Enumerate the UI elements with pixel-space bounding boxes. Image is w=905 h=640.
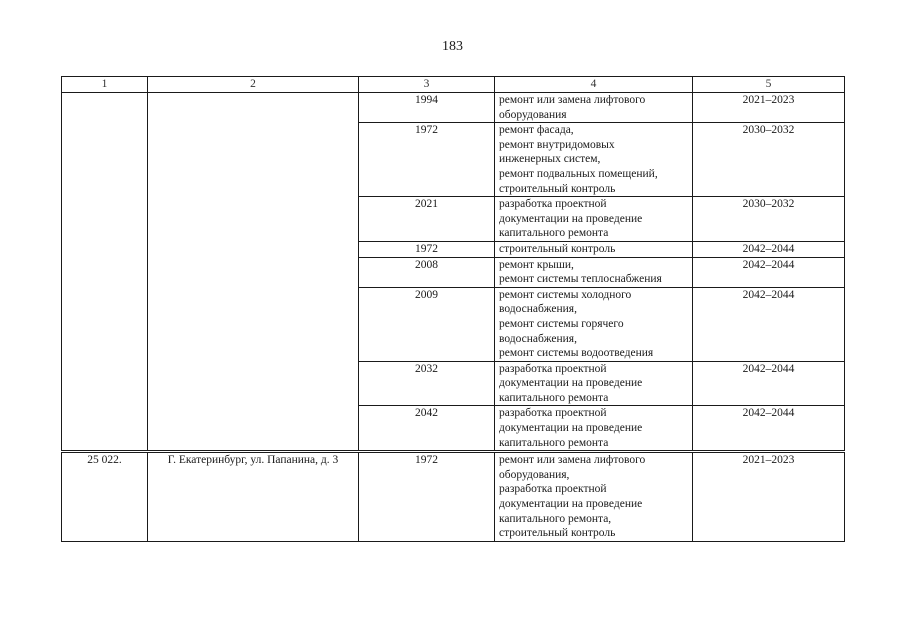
work-line: оборудования (499, 108, 567, 121)
work-line: ремонт подвальных помещений, (499, 167, 658, 180)
work-line: ремонт или замена лифтового (499, 94, 646, 106)
header-cell-4: 4 (495, 77, 693, 93)
work-line: документации на проведение (499, 498, 643, 511)
work-line: инженерных систем, (499, 153, 601, 166)
year-cell: 1994 (359, 93, 495, 123)
year-cell: 2021 (359, 197, 495, 242)
header-cell-5: 5 (693, 77, 845, 93)
work-line: капитального ремонта (499, 391, 609, 404)
work-line: ремонт системы холодного (499, 288, 632, 301)
period-cell: 2042–2044 (693, 287, 845, 361)
address-cell (148, 93, 359, 452)
period-cell: 2030–2032 (693, 197, 845, 242)
year-cell: 2042 (359, 406, 495, 452)
object-number-cell: 25 022. (62, 452, 148, 542)
year-cell: 1972 (359, 241, 495, 257)
work-line: строительный контроль (499, 527, 616, 540)
page-number: 183 (442, 39, 463, 54)
work-line: ремонт системы горячего (499, 317, 624, 330)
period-cell: 2021–2023 (693, 93, 845, 123)
address-cell: Г. Екатеринбург, ул. Папанина, д. 3 (148, 452, 359, 542)
work-type-cell (495, 123, 693, 197)
work-type-cell (495, 257, 693, 287)
table-row (62, 93, 845, 123)
period-cell: 2042–2044 (693, 241, 845, 257)
work-line: ремонт крыши, (499, 258, 574, 271)
year-cell: 1972 (359, 452, 495, 542)
work-type-cell (495, 361, 693, 406)
header-cell-3: 3 (359, 77, 495, 93)
work-type-cell (495, 406, 693, 452)
work-line: капитального ремонта, (499, 512, 612, 525)
work-line: оборудования, (499, 468, 570, 481)
work-line: водоснабжения, (499, 303, 577, 316)
header-cell-2: 2 (148, 77, 359, 93)
header-row (62, 77, 845, 93)
work-type-cell (495, 197, 693, 242)
work-line: водоснабжения, (499, 332, 577, 345)
work-line: ремонт фасада, (499, 124, 574, 137)
work-line: разработка проектной (499, 362, 607, 375)
year-cell: 2009 (359, 287, 495, 361)
work-type-cell (495, 241, 693, 257)
work-line: ремонт системы водоотведения (499, 347, 654, 360)
work-line: разработка проектной (499, 483, 607, 496)
work-line: документации на проведение (499, 377, 643, 390)
work-line: документации на проведение (499, 422, 643, 435)
year-cell: 2008 (359, 257, 495, 287)
work-line: капитального ремонта (499, 436, 609, 449)
period-cell: 2042–2044 (693, 257, 845, 287)
work-type-cell (495, 287, 693, 361)
work-line: документации на проведение (499, 212, 643, 225)
work-line: строительный контроль (499, 182, 616, 195)
period-cell: 2021–2023 (693, 452, 845, 542)
work-type-cell (495, 93, 693, 123)
table-row (62, 452, 845, 542)
period-cell: 2030–2032 (693, 123, 845, 197)
work-line: разработка проектной (499, 407, 607, 420)
period-cell: 2042–2044 (693, 361, 845, 406)
work-line: разработка проектной (499, 198, 607, 211)
object-number-cell (62, 93, 148, 452)
work-line: капитального ремонта (499, 227, 609, 240)
work-line: строительный контроль (499, 242, 616, 255)
year-cell: 1972 (359, 123, 495, 197)
work-line: ремонт системы теплоснабжения (499, 273, 662, 286)
period-cell: 2042–2044 (693, 406, 845, 452)
work-type-cell (495, 452, 693, 542)
work-line: ремонт или замена лифтового (499, 454, 646, 467)
work-line: ремонт внутридомовых (499, 138, 615, 151)
year-cell: 2032 (359, 361, 495, 406)
header-cell-1: 1 (62, 77, 148, 93)
repair-schedule-table (61, 76, 845, 542)
